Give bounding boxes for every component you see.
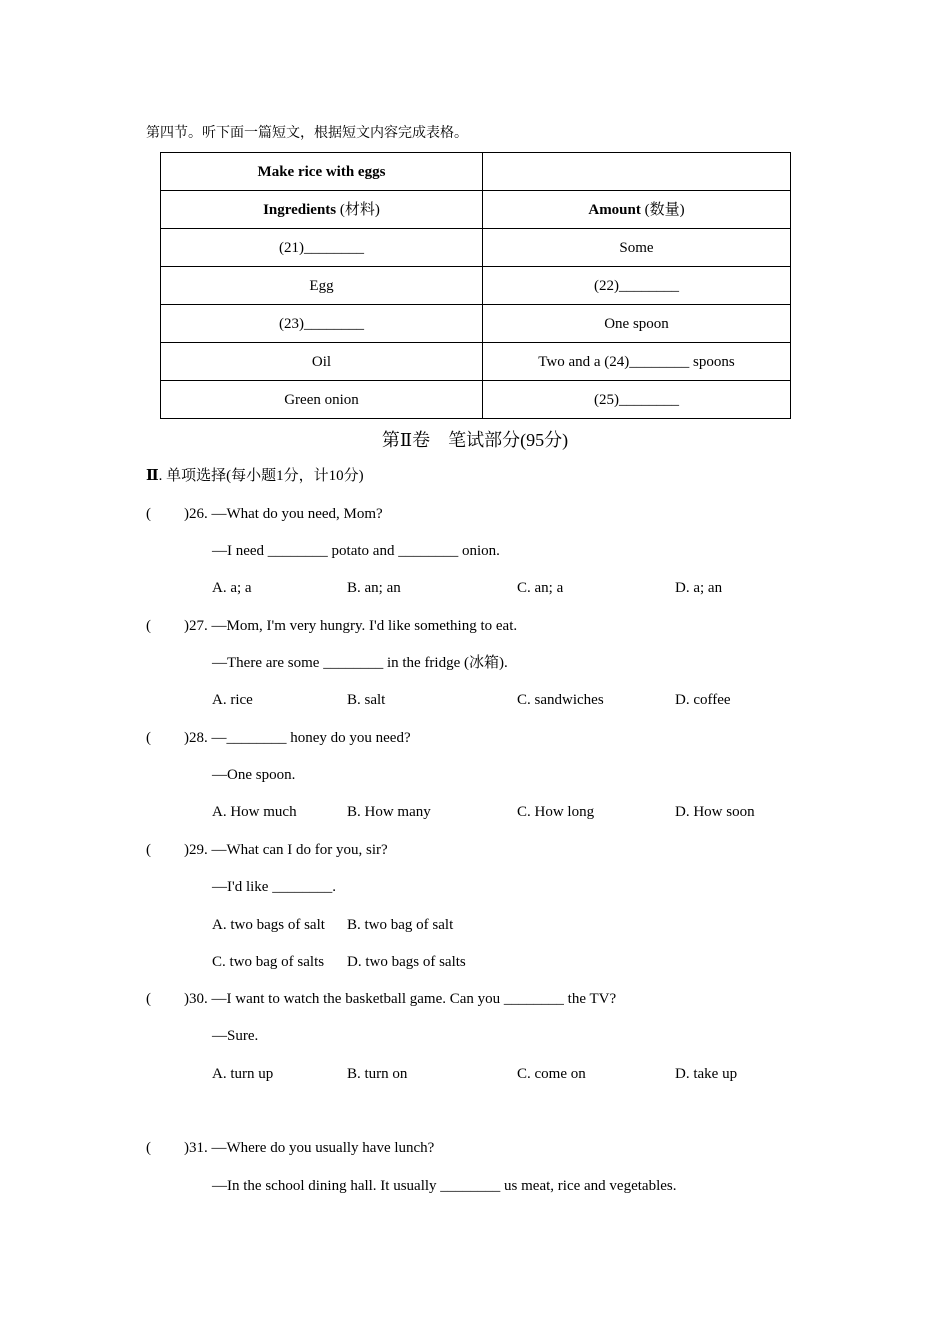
question-31-stem	[146, 1139, 434, 1157]
answer-paren: (	[146, 842, 151, 858]
answer-paren: (	[146, 1140, 151, 1156]
question-26-option-c: C. an; a	[517, 580, 564, 596]
table-row	[161, 267, 791, 305]
question-29-option-b: B. two bag of salt	[347, 917, 454, 933]
amount-header-label: Amount	[588, 201, 641, 218]
table-cell: Oil	[161, 343, 483, 381]
question-26-stem	[146, 505, 383, 523]
table-cell: (23)________	[161, 305, 483, 343]
question-28-reply: —One spoon.	[212, 767, 296, 783]
question-29-option-a: A. two bags of salt	[212, 917, 325, 933]
question-27-option-a: A. rice	[212, 692, 253, 708]
question-26-text: )26. —What do you need, Mom?	[184, 506, 383, 522]
question-30-option-c: C. come on	[517, 1066, 586, 1082]
ingredients-header-cn: (材料)	[336, 201, 380, 218]
question-28-option-b: B. How many	[347, 804, 431, 820]
table-cell: (22)________	[483, 267, 791, 305]
question-27-option-c: C. sandwiches	[517, 692, 604, 708]
answer-paren: (	[146, 991, 151, 1007]
question-30-reply: —Sure.	[212, 1028, 259, 1044]
question-26-reply: —I need ________ potato and ________ onion.	[212, 543, 500, 559]
question-28-option-c: C. How long	[517, 804, 595, 820]
question-30-option-d: D. take up	[675, 1066, 738, 1082]
section-4-header: 第四节。听下面一篇短文，根据短文内容完成表格。	[146, 125, 468, 141]
table-row	[161, 343, 791, 381]
table-cell: Green onion	[161, 381, 483, 419]
ingredients-header-label: Ingredients	[263, 201, 337, 218]
question-27-stem	[146, 617, 517, 635]
question-29-stem	[146, 841, 388, 859]
question-31-reply: —In the school dining hall. It usually ________ us meat, rice and vegetables.	[212, 1178, 677, 1194]
table-cell: Two and a (24)________ spoons	[483, 343, 791, 381]
answer-paren: (	[146, 730, 151, 746]
question-28-stem	[146, 729, 411, 747]
table-row	[161, 381, 791, 419]
table-cell: Egg	[161, 267, 483, 305]
section-2-heading	[146, 467, 364, 485]
question-29-text: )29. —What can I do for you, sir?	[184, 842, 388, 858]
amount-header-cn: (数量)	[640, 201, 685, 218]
table-row	[161, 305, 791, 343]
question-30-stem	[146, 990, 616, 1008]
question-27-option-b: B. salt	[347, 692, 386, 708]
question-30-option-a: A. turn up	[212, 1066, 274, 1082]
question-28-option-a: A. How much	[212, 804, 297, 820]
question-26-option-d: D. a; an	[675, 580, 723, 596]
table-cell: One spoon	[483, 305, 791, 343]
section-2-label: . 单项选择(每小题1分，计10分)	[158, 468, 364, 484]
question-26-option-a: A. a; a	[212, 580, 252, 596]
amount-header	[483, 191, 791, 229]
table-cell: (21)________	[161, 229, 483, 267]
section-2-roman: Ⅱ	[146, 468, 159, 484]
table-cell: Some	[483, 229, 791, 267]
question-26-option-b: B. an; an	[347, 580, 401, 596]
answer-paren: (	[146, 506, 151, 522]
table-empty-cell	[483, 153, 791, 191]
question-29-option-d: D. two bags of salts	[347, 954, 466, 970]
question-28-option-d: D. How soon	[675, 804, 755, 820]
table-cell: (25)________	[483, 381, 791, 419]
question-28-text: )28. —________ honey do you need?	[184, 730, 411, 746]
question-30-option-b: B. turn on	[347, 1066, 408, 1082]
table-row	[161, 229, 791, 267]
question-29-reply: —I'd like ________.	[212, 879, 336, 895]
table-header-row	[161, 191, 791, 229]
question-27-text: )27. —Mom, I'm very hungry. I'd like something to eat.	[184, 618, 518, 634]
ingredients-header	[161, 191, 483, 229]
question-27-reply: —There are some ________ in the fridge (冰箱).	[212, 655, 508, 671]
question-27-option-d: D. coffee	[675, 692, 731, 708]
question-29-option-c: C. two bag of salts	[212, 954, 325, 970]
question-30-text: )30. —I want to watch the basketball game. Can you ________ the TV?	[184, 991, 617, 1007]
table-title-cell: Make rice with eggs	[161, 153, 483, 191]
recipe-table	[160, 152, 791, 419]
part-2-title: 第Ⅱ卷 笔试部分(95分)	[381, 430, 569, 450]
table-row	[161, 153, 791, 191]
question-31-text: )31. —Where do you usually have lunch?	[184, 1140, 435, 1156]
answer-paren: (	[146, 618, 151, 634]
